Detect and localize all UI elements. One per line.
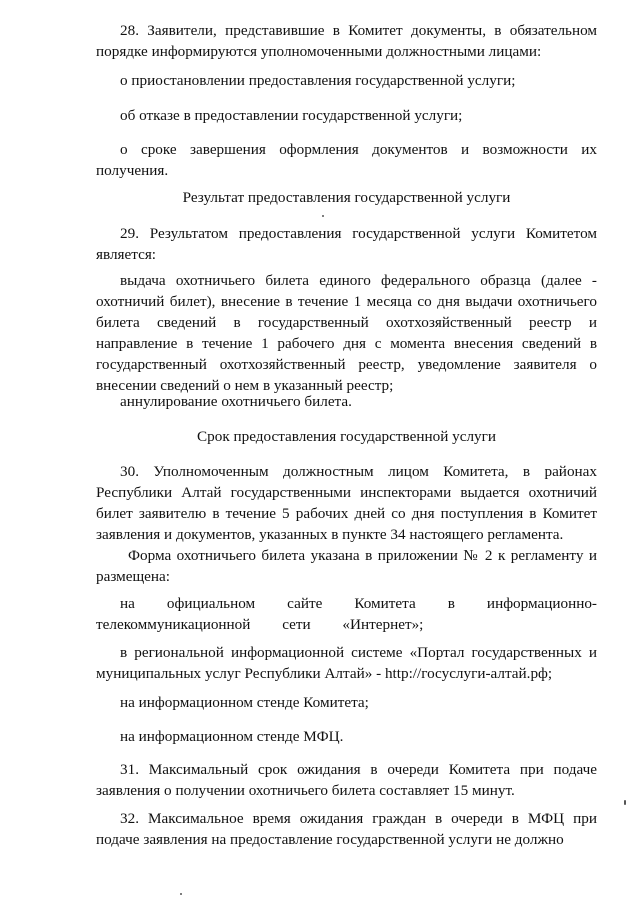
- paragraph-28: 28. Заявители, представившие в Комитет документы, в обязательном порядке информируются уполномоченными должностными лицами:: [96, 22, 597, 60]
- paragraph-29: 29. Результатом предоставления государственной услуги Комитетом является:: [96, 225, 597, 263]
- paragraph-28-item-refusal: об отказе в предоставлении государственной услуги;: [120, 107, 463, 124]
- section-heading-result: Результат предоставления государственной услуги: [182, 189, 511, 206]
- paragraph-30-item-website: на официальном сайте Комитета в информационно-телекоммуникационной сети «Интернет»;: [96, 595, 597, 633]
- paragraph-28-item-deadline: о сроке завершения оформления документов и возможности их получения.: [96, 141, 597, 179]
- paragraph-29-item-annulment: аннулирование охотничьего билета.: [120, 393, 352, 410]
- paragraph-30-item-portal: в региональной информационной системе «Портал государственных и муниципальных услуг Республики Алтай» - http://госуслуги-алтай.рф;: [96, 644, 597, 682]
- paragraph-30: 30. Уполномоченным должностным лицом Комитета, в районах Республики Алтай государственными инспекторами выдается охотничий билет заявителю в течение 5 рабочих дней со дня поступления в Комитет заявления и документов, указанных в пункте 34 настоящего регламента.: [96, 463, 597, 543]
- section-heading-term: Срок предоставления государственной услуги: [197, 428, 496, 445]
- scan-speck: [322, 215, 324, 217]
- scan-speck: [624, 800, 626, 805]
- paragraph-32: 32. Максимальное время ожидания граждан в очереди в МФЦ при подаче заявления на предоставление государственной услуги не должно: [96, 810, 597, 848]
- paragraph-30-form: Форма охотничьего билета указана в приложении № 2 к регламенту и размещена:: [96, 547, 597, 585]
- paragraph-30-item-committee-stand: на информационном стенде Комитета;: [120, 694, 369, 711]
- scan-speck: [180, 893, 182, 895]
- paragraph-30-item-mfc-stand: на информационном стенде МФЦ.: [120, 728, 344, 745]
- paragraph-29-item-issuance: выдача охотничьего билета единого федерального образца (далее - охотничий билет), внесение в течение 1 месяца со дня выдачи охотничьего билета сведений в государственный охотхозяйственный реестр и направление в течение 1 рабочего дня с момента внесения сведений в государственный охотхозяйственный реестр, уведомление заявителя о внесении сведений о нем в указанный реестр;: [96, 272, 597, 394]
- paragraph-28-item-suspension: о приостановлении предоставления государственной услуги;: [120, 72, 516, 89]
- paragraph-31: 31. Максимальный срок ожидания в очереди Комитета при подаче заявления о получении охотничьего билета составляет 15 минут.: [96, 761, 597, 799]
